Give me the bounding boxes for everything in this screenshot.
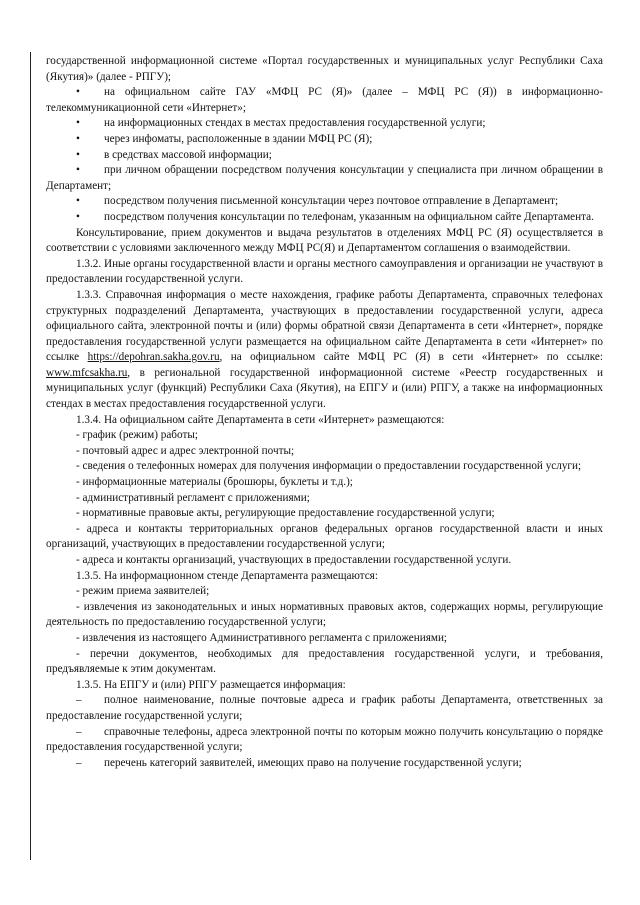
- bullet-marker: •: [76, 195, 80, 208]
- bullet-item: [46, 148, 603, 164]
- paragraph-text: 1.3.3. Справочная информация о месте нахождения, графике работы Департамента, справочных телефонах структурных подразделений Департамента, участвующих в предоставлении государственной услуги, адреса официального сайта, электронной почты и (или) формы обратной связи Департамента в сети «Интернет», порядке предоставления государственной услуги размещается на официальном сайте Департамента в сети «Интернет» по ссылке: [46, 288, 603, 364]
- paragraph-text: , на официальном сайте МФЦ РС (Я) в сети «Интернет» по ссылке:: [219, 351, 603, 364]
- bullet-item: [46, 210, 603, 226]
- dash-marker: –: [76, 756, 82, 769]
- bullet-item: [46, 116, 603, 132]
- bullet-item: [46, 85, 603, 116]
- paragraph: - извлечения из настоящего Административного регламента с приложениями;: [76, 631, 448, 644]
- bullet-item: [46, 163, 603, 194]
- paragraph: - извлечения из законодательных и иных нормативных правовых актов, содержащих нормы, регулирующие деятельность по предоставлению государственной услуги;: [46, 600, 603, 629]
- margin-line: [30, 52, 31, 860]
- list-item-text: полное наименование, полные почтовые адреса и график работы Департамента, ответственных за предоставление государственной услуги;: [46, 694, 603, 722]
- paragraph: - перечни документов, необходимых для предоставления государственной услуги, и требования, предъявляемые к этим документам.: [46, 647, 603, 676]
- list-item-text: на официальном сайте ГАУ «МФЦ РС (Я)» (далее – МФЦ РС (Я)) в информационно-телекоммуникационной сети «Интернет»;: [46, 86, 603, 114]
- paragraph: - график (режим) работы;: [76, 429, 198, 442]
- list-item-text: через инфоматы, расположенные в здании МФЦ РС (Я);: [104, 132, 373, 145]
- bullet-item: [46, 194, 603, 210]
- hyperlink[interactable]: https://depohran.sakha.gov.ru: [87, 351, 220, 364]
- bullet-item: [46, 132, 603, 148]
- dash-marker: –: [76, 725, 82, 738]
- paragraph: - почтовый адрес и адрес электронной почты;: [76, 444, 295, 457]
- list-item-text: посредством получения консультации по телефонам, указанным на официальном сайте Департамента.: [104, 210, 594, 223]
- paragraph: - адреса и контакты территориальных органов федеральных органов государственной власти и иных организаций, участвующих в предоставлении государственной услуги;: [46, 522, 603, 551]
- list-item-text: в средствах массовой информации;: [104, 148, 272, 161]
- bullet-marker: •: [76, 210, 80, 223]
- bullet-marker: •: [76, 86, 80, 99]
- paragraph: 1.3.5. На информационном стенде Департамента размещаются:: [76, 569, 378, 582]
- dash-item: [46, 693, 603, 724]
- paragraph: - нормативные правовые акты, регулирующие предоставление государственной услуги;: [76, 507, 495, 520]
- paragraph: - информационные материалы (брошюры, буклеты и т.д.);: [76, 476, 353, 489]
- list-item-text: посредством получения письменной консультации через почтовое отправление в Департамент;: [104, 195, 559, 208]
- dash-item: [46, 756, 603, 772]
- dash-item: [46, 725, 603, 756]
- paragraph: 1.3.4. На официальном сайте Департамента в сети «Интернет» размещаются:: [76, 413, 445, 426]
- list-item-text: справочные телефоны, адреса электронной почты по которым можно получить консультацию о порядке предоставления государственной услуги;: [46, 725, 603, 754]
- dash-marker: –: [76, 694, 82, 707]
- bullet-marker: •: [76, 148, 80, 161]
- paragraph: 1.3.5. На ЕПГУ и (или) РПГУ размещается информация:: [76, 678, 346, 691]
- list-item-text: на информационных стендах в местах предоставления государственной услуги;: [104, 117, 486, 130]
- document-body: [46, 54, 603, 771]
- paragraph: - административный регламент с приложениями;: [76, 491, 310, 504]
- list-item-text: при личном обращении посредством получения консультации у специалиста при личном обращении в Департамент;: [46, 164, 603, 192]
- list-item-text: перечень категорий заявителей, имеющих право на получение государственной услуги;: [104, 756, 522, 769]
- paragraph: 1.3.2. Иные органы государственной власти и органы местного самоуправления и организации не участвуют в предоставлении государственной услуги.: [46, 257, 603, 286]
- paragraph: - адреса и контакты организаций, участвующих в предоставлении государственной услуги.: [76, 554, 512, 566]
- paragraph: Консультирование, прием документов и выдача результатов в отделениях МФЦ РС (Я) осуществляется в соответствии с условиями заключенного между МФЦ РС(Я) и Департаментом соглашения о взаимодействии.: [46, 226, 603, 255]
- bullet-marker: •: [76, 117, 80, 130]
- paragraph: [46, 288, 603, 413]
- paragraph: - режим приема заявителей;: [76, 585, 210, 598]
- paragraph-text: , в региональной государственной информационной системе «Реестр государственных и муниципальных услуг (функций) Республики Саха (Якутия), на ЕПГУ и (или) РПГУ, а также на информационных стендах в местах предоставления государственной услуги.: [46, 366, 603, 411]
- bullet-marker: •: [76, 164, 80, 177]
- paragraph: - сведения о телефонных номерах для получения информации о предоставлении государственной услуги;: [76, 460, 582, 473]
- hyperlink[interactable]: www.mfcsakha.ru: [46, 366, 128, 379]
- bullet-marker: •: [76, 132, 80, 145]
- paragraph: государственной информационной системе «Портал государственных и муниципальных услуг Республики Саха (Якутия)» (далее - РПГУ);: [46, 55, 603, 83]
